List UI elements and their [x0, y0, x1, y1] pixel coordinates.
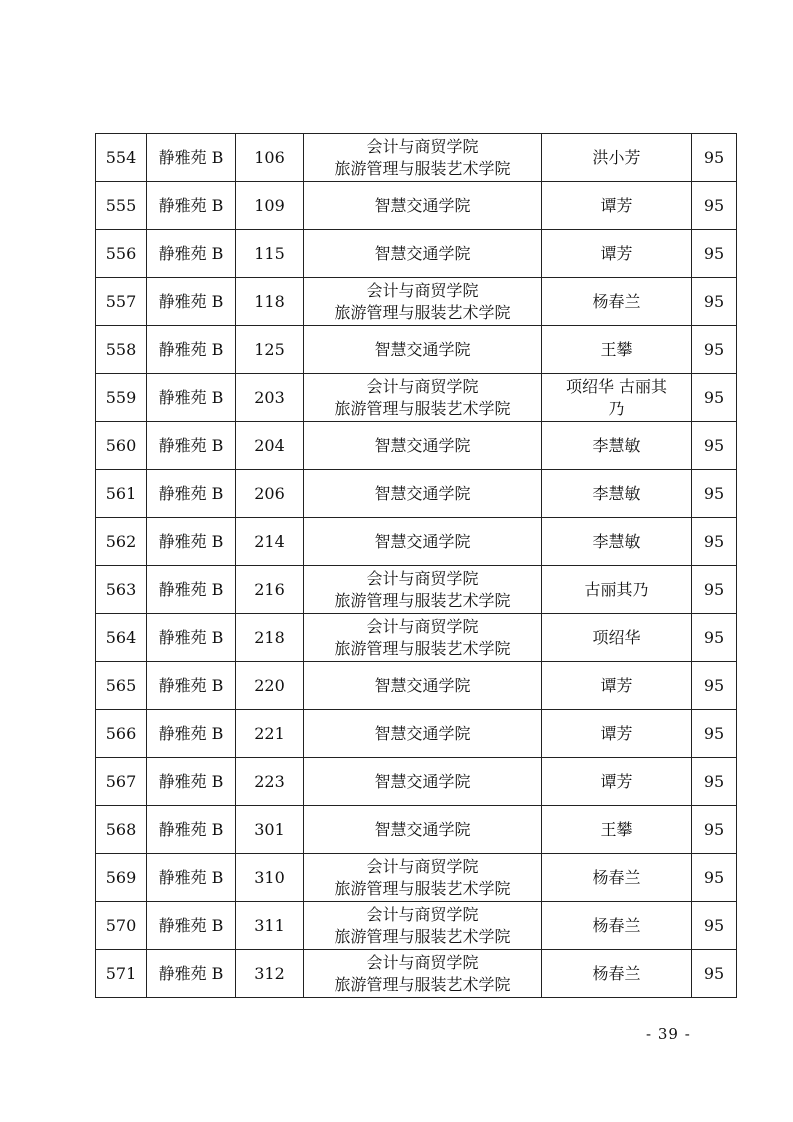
- row-number-cell: 558: [96, 326, 147, 374]
- college-cell-line: 旅游管理与服装艺术学院: [334, 302, 511, 322]
- room-cell: 214: [236, 518, 304, 566]
- teacher-cell-line: 谭芳: [600, 675, 633, 695]
- college-cell-line: 旅游管理与服装艺术学院: [334, 158, 511, 178]
- teacher-cell-line: 李慧敏: [592, 483, 641, 503]
- table-row: [96, 134, 737, 182]
- building-cell: 静雅苑 B: [147, 854, 236, 902]
- teacher-cell: [542, 518, 692, 566]
- teacher-cell: [542, 326, 692, 374]
- score-cell: 95: [692, 134, 737, 182]
- college-cell-line: 旅游管理与服装艺术学院: [334, 878, 511, 898]
- college-cell: [304, 566, 542, 614]
- row-number-cell: 561: [96, 470, 147, 518]
- college-cell: [304, 902, 542, 950]
- table-row: [96, 326, 737, 374]
- college-cell-line: 智慧交通学院: [374, 483, 471, 503]
- college-cell-line: 会计与商贸学院: [366, 568, 479, 588]
- teacher-cell-line: 谭芳: [600, 243, 633, 263]
- row-number-cell: 556: [96, 230, 147, 278]
- table-row: [96, 614, 737, 662]
- row-number-cell: 562: [96, 518, 147, 566]
- dormitory-score-table: [95, 133, 737, 998]
- score-cell: 95: [692, 614, 737, 662]
- row-number-cell: 564: [96, 614, 147, 662]
- college-cell-line: 会计与商贸学院: [366, 952, 479, 972]
- college-cell-line: 旅游管理与服装艺术学院: [334, 638, 511, 658]
- teacher-cell-line: 李慧敏: [592, 435, 641, 455]
- teacher-cell: [542, 470, 692, 518]
- table-row: [96, 182, 737, 230]
- building-cell: 静雅苑 B: [147, 710, 236, 758]
- table-row: [96, 662, 737, 710]
- teacher-cell: [542, 710, 692, 758]
- college-cell-line: 旅游管理与服装艺术学院: [334, 590, 511, 610]
- score-cell: 95: [692, 326, 737, 374]
- college-cell: [304, 230, 542, 278]
- college-cell-line: 会计与商贸学院: [366, 280, 479, 300]
- teacher-cell: [542, 854, 692, 902]
- table-row: [96, 854, 737, 902]
- teacher-cell: [542, 758, 692, 806]
- college-cell-line: 旅游管理与服装艺术学院: [334, 926, 511, 946]
- room-cell: 221: [236, 710, 304, 758]
- teacher-cell: [542, 422, 692, 470]
- college-cell: [304, 614, 542, 662]
- score-cell: 95: [692, 518, 737, 566]
- building-cell: 静雅苑 B: [147, 134, 236, 182]
- score-cell: 95: [692, 422, 737, 470]
- teacher-cell-line: 谭芳: [600, 723, 633, 743]
- college-cell-line: 会计与商贸学院: [366, 904, 479, 924]
- score-cell: 95: [692, 902, 737, 950]
- room-cell: 125: [236, 326, 304, 374]
- college-cell-line: 会计与商贸学院: [366, 856, 479, 876]
- score-cell: 95: [692, 566, 737, 614]
- row-number-cell: 559: [96, 374, 147, 422]
- table-row: [96, 278, 737, 326]
- score-cell: 95: [692, 758, 737, 806]
- college-cell-line: 智慧交通学院: [374, 819, 471, 839]
- table-row: [96, 806, 737, 854]
- row-number-cell: 560: [96, 422, 147, 470]
- room-cell: 118: [236, 278, 304, 326]
- row-number-cell: 555: [96, 182, 147, 230]
- table-row: [96, 230, 737, 278]
- table-row: [96, 758, 737, 806]
- score-cell: 95: [692, 662, 737, 710]
- room-cell: 223: [236, 758, 304, 806]
- building-cell: 静雅苑 B: [147, 182, 236, 230]
- teacher-cell: [542, 614, 692, 662]
- score-cell: 95: [692, 806, 737, 854]
- table-row: [96, 566, 737, 614]
- college-cell-line: 智慧交通学院: [374, 531, 471, 551]
- college-cell: [304, 470, 542, 518]
- teacher-cell-line: 王攀: [600, 819, 633, 839]
- teacher-cell-line: 项绍华 古丽其: [565, 376, 668, 396]
- college-cell: [304, 518, 542, 566]
- teacher-cell-line: 洪小芳: [592, 147, 641, 167]
- teacher-cell-line: 李慧敏: [592, 531, 641, 551]
- college-cell: [304, 950, 542, 998]
- teacher-cell: [542, 950, 692, 998]
- row-number-cell: 567: [96, 758, 147, 806]
- building-cell: 静雅苑 B: [147, 278, 236, 326]
- teacher-cell-line: 杨春兰: [592, 867, 641, 887]
- building-cell: 静雅苑 B: [147, 518, 236, 566]
- building-cell: 静雅苑 B: [147, 662, 236, 710]
- room-cell: 106: [236, 134, 304, 182]
- college-cell: [304, 854, 542, 902]
- row-number-cell: 557: [96, 278, 147, 326]
- room-cell: 218: [236, 614, 304, 662]
- table-row: [96, 710, 737, 758]
- score-cell: 95: [692, 278, 737, 326]
- college-cell: [304, 134, 542, 182]
- row-number-cell: 554: [96, 134, 147, 182]
- college-cell-line: 智慧交通学院: [374, 435, 471, 455]
- room-cell: 216: [236, 566, 304, 614]
- row-number-cell: 569: [96, 854, 147, 902]
- row-number-cell: 563: [96, 566, 147, 614]
- room-cell: 312: [236, 950, 304, 998]
- college-cell-line: 智慧交通学院: [374, 771, 471, 791]
- college-cell-line: 会计与商贸学院: [366, 136, 479, 156]
- teacher-cell-line: 谭芳: [600, 771, 633, 791]
- building-cell: 静雅苑 B: [147, 614, 236, 662]
- building-cell: 静雅苑 B: [147, 758, 236, 806]
- teacher-cell-line: 杨春兰: [592, 291, 641, 311]
- row-number-cell: 568: [96, 806, 147, 854]
- college-cell: [304, 662, 542, 710]
- college-cell-line: 智慧交通学院: [374, 339, 471, 359]
- score-cell: 95: [692, 374, 737, 422]
- room-cell: 206: [236, 470, 304, 518]
- building-cell: 静雅苑 B: [147, 326, 236, 374]
- teacher-cell: [542, 230, 692, 278]
- row-number-cell: 565: [96, 662, 147, 710]
- table-row: [96, 470, 737, 518]
- teacher-cell: [542, 182, 692, 230]
- table-row: [96, 422, 737, 470]
- teacher-cell-line: 杨春兰: [592, 963, 641, 983]
- college-cell: [304, 326, 542, 374]
- college-cell: [304, 182, 542, 230]
- college-cell-line: 智慧交通学院: [374, 243, 471, 263]
- building-cell: 静雅苑 B: [147, 806, 236, 854]
- college-cell: [304, 374, 542, 422]
- room-cell: 204: [236, 422, 304, 470]
- table-body: [96, 134, 737, 998]
- row-number-cell: 570: [96, 902, 147, 950]
- room-cell: 301: [236, 806, 304, 854]
- score-cell: 95: [692, 950, 737, 998]
- table-row: [96, 374, 737, 422]
- college-cell-line: 会计与商贸学院: [366, 376, 479, 396]
- row-number-cell: 566: [96, 710, 147, 758]
- college-cell-line: 旅游管理与服装艺术学院: [334, 398, 511, 418]
- teacher-cell: [542, 278, 692, 326]
- teacher-cell: [542, 374, 692, 422]
- table-row: [96, 518, 737, 566]
- teacher-cell-line: 杨春兰: [592, 915, 641, 935]
- building-cell: 静雅苑 B: [147, 470, 236, 518]
- row-number-cell: 571: [96, 950, 147, 998]
- teacher-cell-line: 谭芳: [600, 195, 633, 215]
- college-cell: [304, 422, 542, 470]
- college-cell: [304, 806, 542, 854]
- table-row: [96, 950, 737, 998]
- teacher-cell: [542, 806, 692, 854]
- teacher-cell: [542, 902, 692, 950]
- college-cell-line: 智慧交通学院: [374, 195, 471, 215]
- college-cell-line: 智慧交通学院: [374, 723, 471, 743]
- room-cell: 203: [236, 374, 304, 422]
- score-cell: 95: [692, 710, 737, 758]
- building-cell: 静雅苑 B: [147, 374, 236, 422]
- building-cell: 静雅苑 B: [147, 230, 236, 278]
- building-cell: 静雅苑 B: [147, 422, 236, 470]
- room-cell: 311: [236, 902, 304, 950]
- room-cell: 109: [236, 182, 304, 230]
- teacher-cell: [542, 566, 692, 614]
- college-cell: [304, 758, 542, 806]
- building-cell: 静雅苑 B: [147, 566, 236, 614]
- page-number: - 39 -: [646, 1025, 691, 1043]
- score-cell: 95: [692, 182, 737, 230]
- college-cell-line: 旅游管理与服装艺术学院: [334, 974, 511, 994]
- college-cell-line: 会计与商贸学院: [366, 616, 479, 636]
- table-row: [96, 902, 737, 950]
- teacher-cell-line: 乃: [608, 398, 625, 418]
- score-cell: 95: [692, 230, 737, 278]
- score-cell: 95: [692, 854, 737, 902]
- room-cell: 220: [236, 662, 304, 710]
- score-cell: 95: [692, 470, 737, 518]
- college-cell: [304, 278, 542, 326]
- teacher-cell-line: 王攀: [600, 339, 633, 359]
- room-cell: 310: [236, 854, 304, 902]
- college-cell: [304, 710, 542, 758]
- teacher-cell-line: 古丽其乃: [584, 579, 649, 599]
- teacher-cell: [542, 662, 692, 710]
- college-cell-line: 智慧交通学院: [374, 675, 471, 695]
- teacher-cell: [542, 134, 692, 182]
- building-cell: 静雅苑 B: [147, 902, 236, 950]
- building-cell: 静雅苑 B: [147, 950, 236, 998]
- teacher-cell-line: 项绍华: [592, 627, 641, 647]
- room-cell: 115: [236, 230, 304, 278]
